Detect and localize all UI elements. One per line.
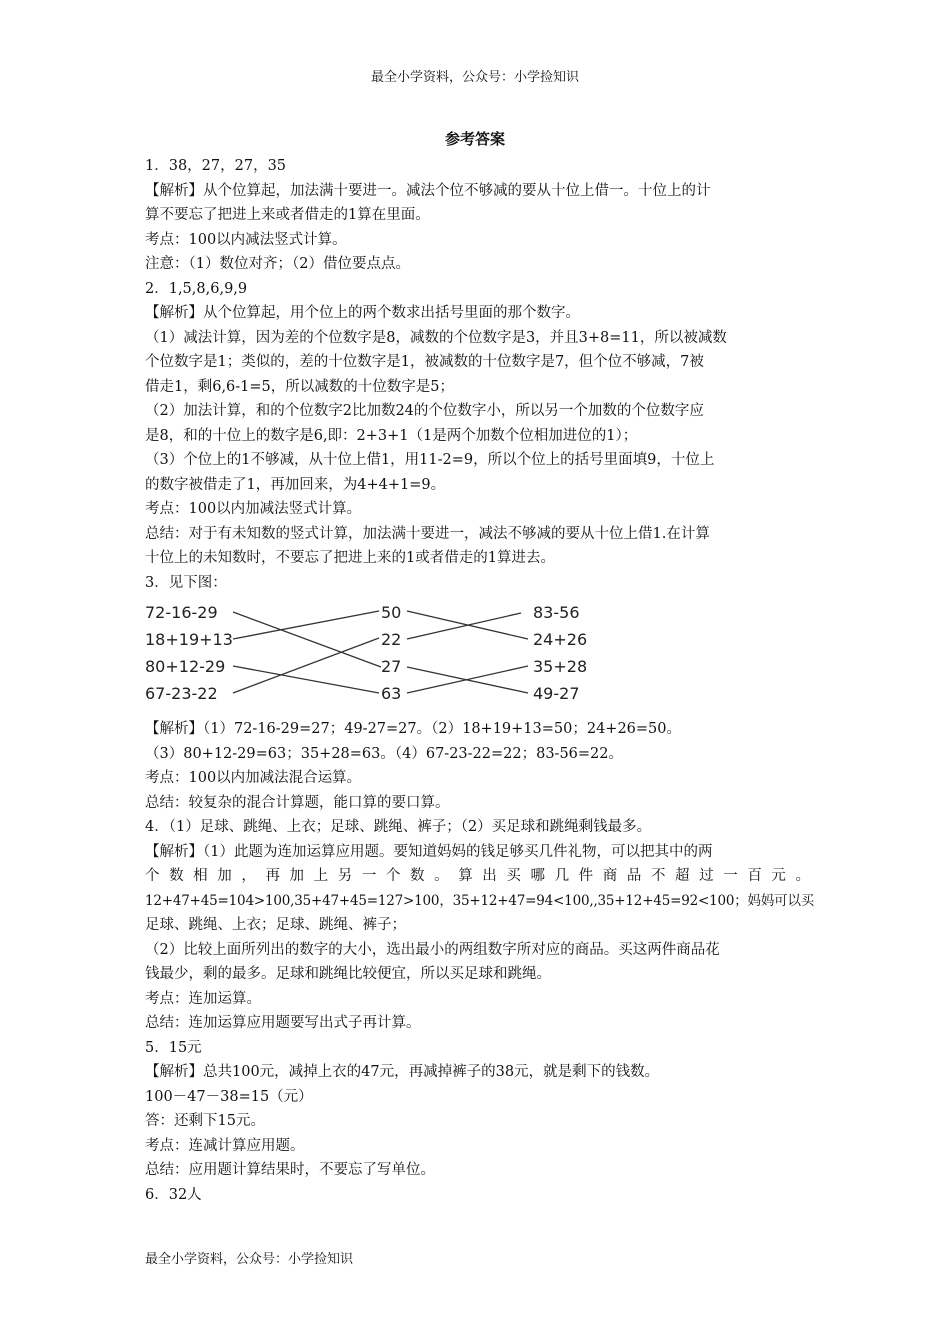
- text-line: 100－47－38=15（元）: [145, 1088, 313, 1105]
- text-line: 个数相加，再加上另一个数。算出买哪几件商品不超过一百元。: [145, 868, 810, 884]
- page-header: 最全小学资料，公众号：小学捡知识: [370, 70, 579, 85]
- right-expression: 24+26: [533, 630, 588, 649]
- middle-number: 27: [381, 657, 402, 676]
- left-expression: 72-16-29: [145, 603, 218, 622]
- connector-line: [407, 613, 521, 639]
- left-expression: 67-23-22: [145, 684, 218, 703]
- right-expression: 83-56: [533, 603, 580, 622]
- text-line: 足球、跳绳、上衣；足球、跳绳、裤子；: [145, 917, 406, 933]
- right-expression: 49-27: [533, 684, 580, 703]
- text-line: 考点：100以内加减法混合运算。: [145, 770, 362, 786]
- page-title: 参考答案: [444, 130, 505, 148]
- text-line: 【解析】总共100元，减掉上衣的47元，再减掉裤子的38元，就是剩下的钱数。: [145, 1064, 660, 1080]
- text-line: 【解析】（1）此题为连加运算应用题。要知道妈妈的钱足够买几件礼物，可以把其中的两: [145, 843, 713, 860]
- text-line: 答：还剩下15元。: [145, 1113, 265, 1129]
- text-line: 总结：应用题计算结果时，不要忘了写单位。: [145, 1162, 435, 1178]
- text-line: 借走1，剩6,6-1=5，所以减数的十位数字是5；: [145, 378, 455, 395]
- connector-line: [233, 666, 379, 693]
- text-line: 是8，和的十位上的数字是6,即：2+3+1（1是两个加数个位相加进位的1）；: [145, 427, 638, 444]
- text-line: （2）比较上面所列出的数字的大小，选出最小的两组数字所对应的商品。买这两件商品花: [145, 941, 720, 958]
- text-line: 总结：连加运算应用题要写出式子再计算。: [145, 1015, 421, 1031]
- middle-number: 63: [381, 684, 402, 703]
- text-line: 考点：连减计算应用题。: [145, 1137, 305, 1154]
- text-line: （2）加法计算，和的个位数字2比加数24的个位数字小，所以另一个加数的个位数字应: [145, 403, 704, 419]
- text-line: （3）80+12-29=63；35+28=63。（4）67-23-22=22；83-56=22。: [145, 745, 624, 762]
- connector-line: [233, 638, 379, 693]
- text-line: 5．15元: [145, 1039, 202, 1056]
- text-line: 考点：连加运算。: [145, 990, 261, 1007]
- text-line: 1．38，27，27，35: [145, 158, 287, 174]
- left-expression: 80+12-29: [145, 657, 226, 676]
- text-line: 12+47+45=104>100,35+47+45=127>100，35+12+47=94<100,,35+12+45=92<100；妈妈可以买: [145, 892, 815, 909]
- text-line: 总结：对于有未知数的竖式计算，加法满十要进一，减法不够减的要从十位上借1.在计算: [145, 525, 710, 542]
- page-footer: 最全小学资料，公众号：小学捡知识: [145, 1252, 354, 1267]
- text-line: 的数字被借走了1，再加回来，为4+4+1=9。: [145, 476, 446, 493]
- connector-line: [233, 611, 379, 639]
- text-line: 考点：100以内减法竖式计算。: [145, 231, 347, 248]
- text-line: 十位上的未知数时，不要忘了把进上来的1或者借走的1算进去。: [145, 550, 555, 566]
- matching-figure: [145, 599, 605, 703]
- text-line: 2．1,5,8,6,9,9: [145, 280, 248, 297]
- text-line: 注意：（1）数位对齐；（2）借位要点点。: [145, 256, 410, 272]
- left-expression: 18+19+13: [145, 630, 233, 649]
- text-line: 4．（1）足球、跳绳、上衣；足球、跳绳、裤子；（2）买足球和跳绳剩钱最多。: [145, 819, 652, 835]
- text-line: （3）个位上的1不够减，从十位上借1，用11-2=9，所以个位上的括号里面填9，十位上: [145, 452, 715, 468]
- middle-number: 50: [381, 603, 402, 622]
- answer-content: [145, 154, 815, 1207]
- connector-line: [233, 612, 381, 667]
- text-line: 考点：100以内加减法竖式计算。: [145, 501, 362, 517]
- text-line: 个位数字是1；类似的，差的十位数字是1，被减数的十位数字是7，但个位不够减，7被: [145, 354, 704, 370]
- text-line: 【解析】从个位算起，用个位上的两个数求出括号里面的那个数字。: [145, 305, 580, 321]
- text-line: 算不要忘了把进上来或者借走的1算在里面。: [145, 207, 430, 223]
- text-line: 【解析】从个位算起，加法满十要进一。减法个位不够减的要从十位上借一。十位上的计: [145, 182, 711, 199]
- right-expression: 35+28: [533, 657, 588, 676]
- text-line: 6．32人: [145, 1186, 202, 1203]
- text-line: 钱最少，剩的最多。足球和跳绳比较便宜，所以买足球和跳绳。: [145, 966, 551, 982]
- text-line: 3．见下图：: [145, 574, 227, 591]
- text-line: 总结：较复杂的混合计算题，能口算的要口算。: [145, 794, 450, 811]
- text-line: （1）减法计算，因为差的个位数字是8，减数的个位数字是3，并且3+8=11，所以被减数: [145, 329, 727, 346]
- middle-number: 22: [381, 630, 402, 649]
- text-line: 【解析】（1）72-16-29=27；49-27=27。（2）18+19+13=50；24+26=50。: [145, 721, 682, 737]
